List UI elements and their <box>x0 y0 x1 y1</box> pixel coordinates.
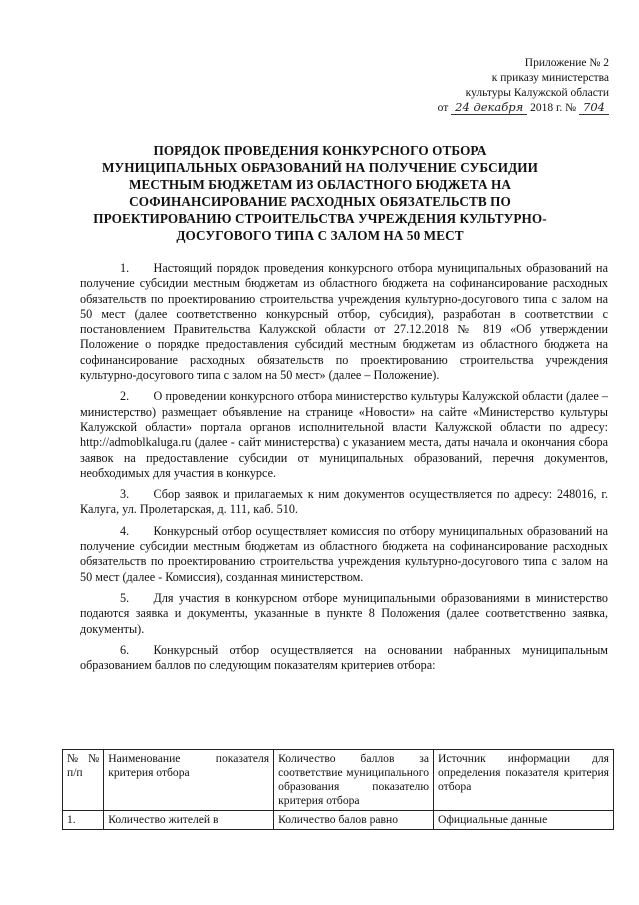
title-line: ПОРЯДОК ПРОВЕДЕНИЯ КОНКУРСНОГО ОТБОРА <box>153 143 487 158</box>
appendix-line-3: культуры Калужской области <box>465 87 609 99</box>
table-cell: Официальные данные <box>434 811 614 830</box>
date-prefix: от <box>437 102 449 114</box>
handwritten-number: 704 <box>579 101 609 115</box>
table-cell: 1. <box>63 811 104 830</box>
header-cell-source: Источник информации для определения показателя критерия отбора <box>434 750 614 811</box>
title-line: ДОСУГОВОГО ТИПА С ЗАЛОМ НА 50 МЕСТ <box>176 228 464 243</box>
title-line: ПРОЕКТИРОВАНИЮ СТРОИТЕЛЬСТВА УЧРЕЖДЕНИЯ КУЛЬТУРНО- <box>93 211 547 226</box>
appendix-date-line <box>379 101 609 116</box>
header-cell-indicator: Наименование показателя критерия отбора <box>104 750 274 811</box>
table-row <box>63 811 614 830</box>
title-line: СОФИНАНСИРОВАНИЕ РАСХОДНЫХ ОБЯЗАТЕЛЬСТВ ПО <box>129 194 511 209</box>
document-title <box>60 142 580 244</box>
appendix-line-1: Приложение № 2 <box>524 57 609 69</box>
title-line: МЕСТНЫМ БЮДЖЕТАМ ИЗ ОБЛАСТНОГО БЮДЖЕТА НА <box>128 177 512 192</box>
table-cell: Количество балов равно <box>274 811 434 830</box>
paragraph-3: 3. Сбор заявок и прилагаемых к ним документов осуществляется по адресу: 248016, г. Калуга, ул. Пролетарская, д. 111, каб. 510. <box>80 487 608 517</box>
handwritten-date: 24 декабря <box>451 101 527 115</box>
appendix-line-2: к приказу министерства <box>491 72 609 84</box>
paragraph-1: 1. Настоящий порядок проведения конкурсного отбора муниципальных образований на получение субсидии местным бюджетам из областного бюджета на софинансирование расходных обязательств по проектированию строительства учреждения культурно-досугового типа с залом на 50 мест (далее соответственно конкурсный отбор, субсидия), разработан в соответствии с постановлением Правительства Калужской области от 27.12.2018 № 819 «Об утверждении Положение о порядке предоставления субсидий местным бюджетам из областного бюджета на софинансирование расходных обязательств по проектированию строительства учреждения культурно-досугового типа с залом на 50 мест» (далее – Положение). <box>80 261 608 383</box>
table-cell: Количество жителей в <box>104 811 274 830</box>
paragraph-2: 2. О проведении конкурсного отбора министерство культуры Калужской области (далее – министерство) размещает объявление на странице «Новости» на сайте «Министерство культуры Калужской области» портала органов исполнительной власти Калужской области по адресу: http://admoblkaluga.ru (далее - сайт министерства) с указанием места, даты начала и окончания сбора заявок на предоставление субсидии от муниципальных образований, перечня документов, необходимых для участия в конкурсе. <box>80 389 608 480</box>
appendix-header <box>379 56 609 116</box>
table-header-row <box>63 750 614 811</box>
paragraph-5: 5. Для участия в конкурсном отборе муниципальными образованиями в министерство подаются заявка и документы, указанные в пункте 8 Положения (далее соответственно заявка, документы). <box>80 590 608 636</box>
paragraph-6: 6. Конкурсный отбор осуществляется на основании набранных муниципальным образованием баллов по следующим показателям критериев отбора: <box>80 642 608 673</box>
paragraph-4: 4. Конкурсный отбор осуществляет комиссия по отбору муниципальных образований на получение субсидии местным бюджетам из областного бюджета на софинансирование расходных обязательств по проектированию строительства учреждения культурно-досугового типа с залом на 50 мест (далее - Комиссия), созданная министерством. <box>80 523 608 584</box>
document-body <box>80 261 608 679</box>
criteria-table <box>62 749 614 830</box>
date-suffix: 2018 г. № <box>530 102 577 114</box>
header-cell-points: Количество баллов за соответствие муниципального образования показателю критерия отбора <box>274 750 434 811</box>
title-line: МУНИЦИПАЛЬНЫХ ОБРАЗОВАНИЙ НА ПОЛУЧЕНИЕ СУБСИДИИ <box>101 160 539 175</box>
header-cell-number: №№ п/п <box>63 750 104 811</box>
